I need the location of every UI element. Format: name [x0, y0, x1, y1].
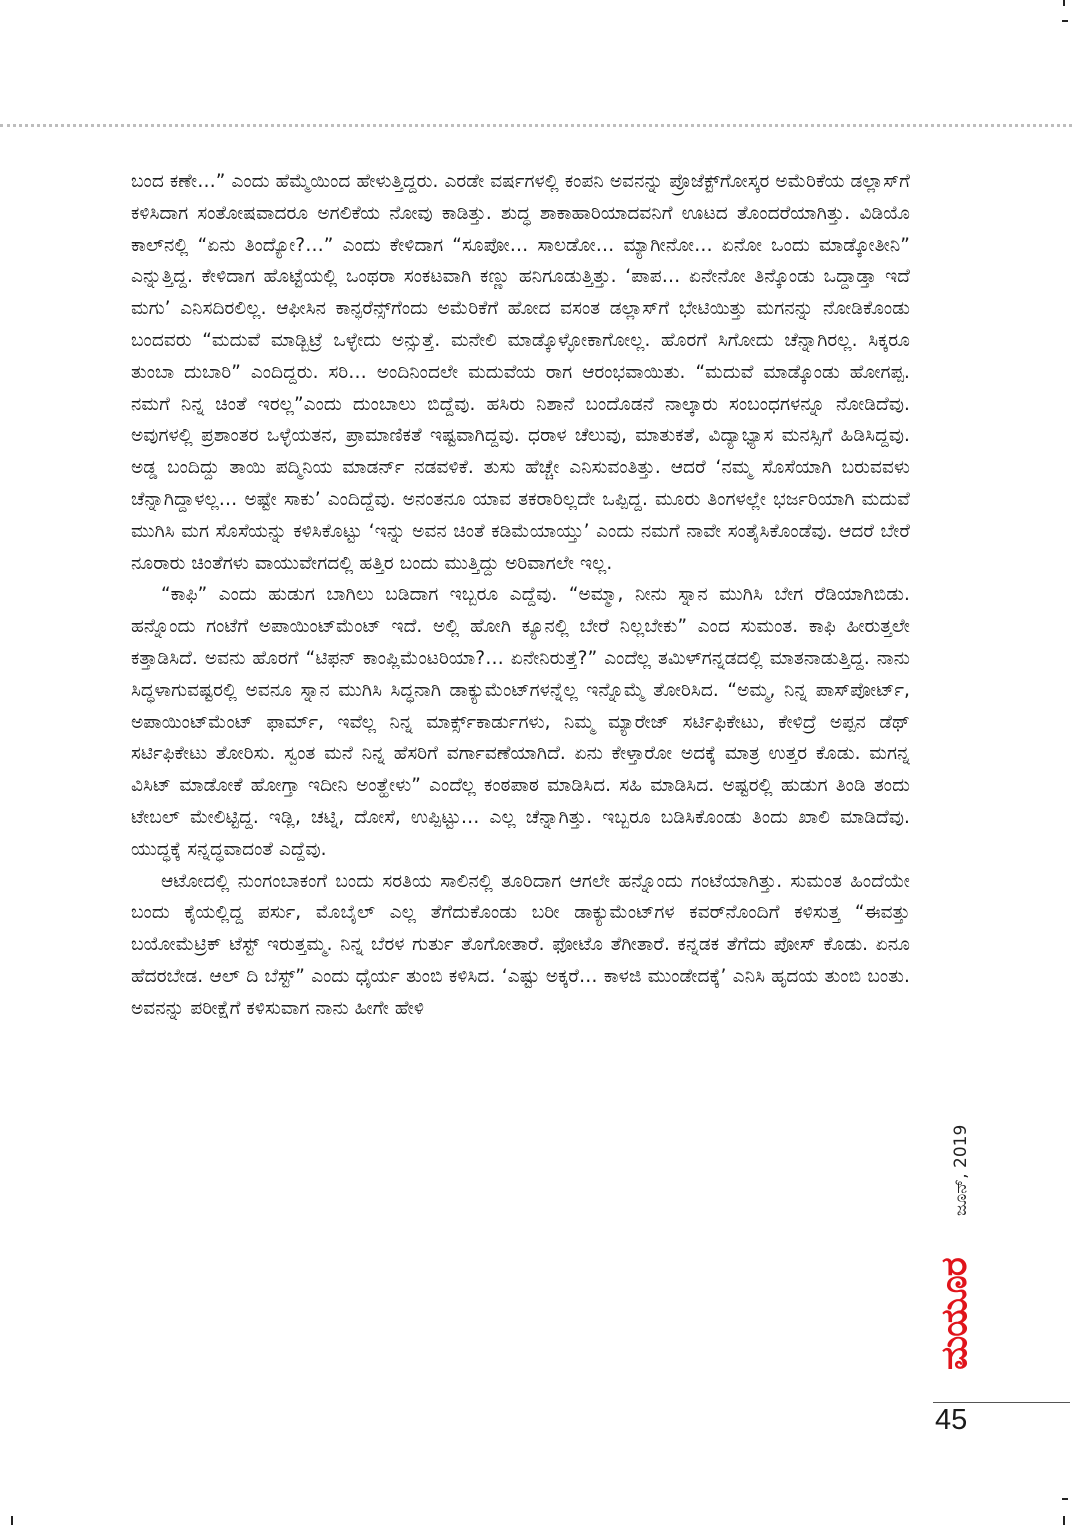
- article-paragraph-1: ಬಂದ ಕಣೇ…” ಎಂದು ಹೆಮ್ಮೆಯಿಂದ ಹೇಳುತ್ತಿದ್ದರು. ಎರಡೇ ವರ್ಷಗಳಲ್ಲಿ ಕಂಪನಿ ಅವನನ್ನು ಪ್ರೊಜೆಕ್ಟ್‌ಗೋಸ್ಕರ ಅಮೆರಿಕೆಯ ಡಲ್ಲಾಸ್‌ಗೆ ಕಳಿಸಿದಾಗ ಸಂತೋಷವಾದರೂ ಅಗಲಿಕೆಯ ನೋವು ಕಾಡಿತ್ತು. ಶುದ್ಧ ಶಾಕಾಹಾರಿಯಾದವನಿಗೆ ಊಟದ ತೊಂದರೆಯಾಗಿತ್ತು. ವಿಡಿಯೊ ಕಾಲ್‌ನಲ್ಲಿ “ಏನು ತಿಂದ್ಯೋ?…” ಎಂದು ಕೇಳಿದಾಗ “ಸೂಪೋ… ಸಾಲಡೋ… ಮ್ಯಾಗೀನೋ… ಏನೋ ಒಂದು ಮಾಡ್ಕೋತೀನಿ” ಎನ್ನುತ್ತಿದ್ದ. ಕೇಳಿದಾಗ ಹೊಟ್ಟೆಯಲ್ಲಿ ಒಂಥರಾ ಸಂಕಟವಾಗಿ ಕಣ್ಣು ಹನಿಗೂಡುತ್ತಿತ್ತು. ‘ಪಾಪ… ಏನೇನೋ ತಿನ್ಕೊಂಡು ಒದ್ದಾಡ್ತಾ ಇದೆ ಮಗು’ ಎನಿಸದಿರಲಿಲ್ಲ. ಆಫೀಸಿನ ಕಾನ್ಫರೆನ್ಸ್‌ಗೆಂದು ಅಮೆರಿಕೆಗೆ ಹೋದ ವಸಂತ ಡಲ್ಲಾಸ್‌ಗೆ ಭೇಟಿಯಿತ್ತು ಮಗನನ್ನು ನೋಡಿಕೊಂಡು ಬಂದವರು “ಮದುವೆ ಮಾಡ್ಬಿಟ್ರೆ ಒಳ್ಳೇದು ಅನ್ಸುತ್ತೆ. ಮನೇಲಿ ಮಾಡ್ಕೊಳ್ಳೋಕಾಗೋಲ್ಲ. ಹೊರಗೆ ಸಿಗೋದು ಚೆನ್ನಾಗಿರಲ್ಲ. ಸಿಕ್ಕರೂ ತುಂಬಾ ದುಬಾರಿ” ಎಂದಿದ್ದರು. ಸರಿ… ಅಂದಿನಿಂದಲೇ ಮದುವೆಯ ರಾಗ ಆರಂಭವಾಯಿತು. “ಮದುವೆ ಮಾಡ್ಕೊಂಡು ಹೋಗಪ್ಪ. ನಮಗೆ ನಿನ್ನ ಚಿಂತೆ ಇರಲ್ಲ”ಎಂದು ದುಂಬಾಲು ಬಿದ್ದೆವು. ಹಸಿರು ನಿಶಾನೆ ಬಂದೊಡನೆ ನಾಲ್ಕಾರು ಸಂಬಂಧಗಳನ್ನೂ ನೋಡಿದೆವು. ಅವುಗಳಲ್ಲಿ ಪ್ರಶಾಂತರ ಒಳ್ಳೆಯತನ, ಪ್ರಾಮಾಣಿಕತೆ ಇಷ್ಟವಾಗಿದ್ದವು. ಧರಾಳ ಚೆಲುವು, ಮಾತುಕತೆ, ವಿದ್ಯಾಭ್ಯಾಸ ಮನಸ್ಸಿಗೆ ಹಿಡಿಸಿದ್ದವು. ಅಡ್ಡ ಬಂದಿದ್ದು ತಾಯಿ ಪದ್ಮಿನಿಯ ಮಾಡರ್ನ್ ನಡವಳಿಕೆ. ತುಸು ಹೆಚ್ಚೇ ಎನಿಸುವಂತಿತ್ತು. ಆದರೆ ‘ನಮ್ಮ ಸೊಸೆಯಾಗಿ ಬರುವವಳು ಚೆನ್ನಾಗಿದ್ದಾಳಲ್ಲ… ಅಷ್ಟೇ ಸಾಕು’ ಎಂದಿದ್ದೆವು. ಅನಂತನೂ ಯಾವ ತಕರಾರಿಲ್ಲದೇ ಒಪ್ಪಿದ್ದ. ಮೂರು ತಿಂಗಳಲ್ಲೇ ಭರ್ಜರಿಯಾಗಿ ಮದುವೆ ಮುಗಿಸಿ ಮಗ ಸೊಸೆಯನ್ನು ಕಳಿಸಿಕೊಟ್ಟು ‘ಇನ್ನು ಅವನ ಚಿಂತೆ ಕಡಿಮೆಯಾಯ್ತು’ ಎಂದು ನಮಗೆ ನಾವೇ ಸಂತೈಸಿಕೊಂಡೆವು. ಆದರೆ ಬೇರೆ ನೂರಾರು ಚಿಂತೆಗಳು ವಾಯುವೇಗದಲ್ಲಿ ಹತ್ತಿರ ಬಂದು ಮುತ್ತಿದ್ದು ಅರಿವಾಗಲೇ ಇಲ್ಲ.: [131, 171, 910, 574]
- article-paragraph-2: “ಕಾಫಿ” ಎಂದು ಹುಡುಗ ಬಾಗಿಲು ಬಡಿದಾಗ ಇಬ್ಬರೂ ಎದ್ದೆವು. “ಅಮ್ಮಾ, ನೀನು ಸ್ನಾನ ಮುಗಿಸಿ ಬೇಗ ರೆಡಿಯಾಗಿಬಿಡು. ಹನ್ನೊಂದು ಗಂಟೆಗೆ ಅಪಾಯಿಂಟ್‌ಮೆಂಟ್ ಇದೆ. ಅಲ್ಲಿ ಹೋಗಿ ಕ್ಯೂನಲ್ಲಿ ಬೇರೆ ನಿಲ್ಲಬೇಕು” ಎಂದ ಸುಮಂತ. ಕಾಫಿ ಹೀರುತ್ತಲೇ ಕತ್ತಾಡಿಸಿದೆ. ಅವನು ಹೊರಗೆ “ಟಿಫನ್ ಕಾಂಪ್ಲಿಮೆಂಟರಿಯಾ?… ಏನೇನಿರುತ್ತೆ?” ಎಂದೆಲ್ಲ ತಮಿಳ್‌ಗನ್ನಡದಲ್ಲಿ ಮಾತನಾಡುತ್ತಿದ್ದ. ನಾನು ಸಿದ್ಧಳಾಗುವಷ್ಟರಲ್ಲಿ ಅವನೂ ಸ್ನಾನ ಮುಗಿಸಿ ಸಿದ್ಧನಾಗಿ ಡಾಕ್ಯುಮೆಂಟ್‌ಗಳನ್ನೆಲ್ಲ ಇನ್ನೊಮ್ಮೆ ತೋರಿಸಿದ. “ಅಮ್ಮ, ನಿನ್ನ ಪಾಸ್‌ಪೋರ್ಟ್, ಅಪಾಯಿಂಟ್‌ಮೆಂಟ್ ಫಾರ್ಮ್, ಇವೆಲ್ಲ ನಿನ್ನ ಮಾರ್ಕ್ಸ್‌ಕಾರ್ಡುಗಳು, ನಿಮ್ಮ ಮ್ಯಾರೇಜ್ ಸರ್ಟಿಫಿಕೇಟು, ಕೇಳಿದ್ರೆ ಅಪ್ಪನ ಡೆಥ್ ಸರ್ಟಿಫಿಕೇಟು ತೋರಿಸು. ಸ್ವಂತ ಮನೆ ನಿನ್ನ ಹೆಸರಿಗೆ ವರ್ಗಾವಣೆಯಾಗಿದೆ. ಏನು ಕೇಳ್ತಾರೋ ಅದಕ್ಕೆ ಮಾತ್ರ ಉತ್ತರ ಕೊಡು. ಮಗನ್ನ ವಿಸಿಟ್ ಮಾಡೋಕೆ ಹೋಗ್ತಾ ಇದೀನಿ ಅಂತ್ಹೇಳು” ಎಂದೆಲ್ಲ ಕಂಠಪಾಠ ಮಾಡಿಸಿದ. ಸಹಿ ಮಾಡಿಸಿದ. ಅಷ್ಟರಲ್ಲಿ ಹುಡುಗ ತಿಂಡಿ ತಂದು ಟೇಬಲ್ ಮೇಲಿಟ್ಟಿದ್ದ. ಇಡ್ಲಿ, ಚಟ್ನಿ, ದೋಸೆ, ಉಪ್ಪಿಟ್ಟು… ಎಲ್ಲ ಚೆನ್ನಾಗಿತ್ತು. ಇಬ್ಬರೂ ಬಡಿಸಿಕೊಂಡು ತಿಂದು ಖಾಲಿ ಮಾಡಿದೆವು. ಯುದ್ಧಕ್ಕೆ ಸನ್ನದ್ಧವಾದಂತೆ ಎದ್ದೆವು.: [131, 584, 910, 860]
- article-paragraph-3: ಆಟೋದಲ್ಲಿ ನುಂಗಂಬಾಕಂಗೆ ಬಂದು ಸರತಿಯ ಸಾಲಿನಲ್ಲಿ ತೂರಿದಾಗ ಆಗಲೇ ಹನ್ನೊಂದು ಗಂಟೆಯಾಗಿತ್ತು. ಸುಮಂತ ಹಿಂದೆಯೇ ಬಂದು ಕೈಯಲ್ಲಿದ್ದ ಪರ್ಸು, ಮೊಬೈಲ್ ಎಲ್ಲ ತೆಗೆದುಕೊಂಡು ಬರೀ ಡಾಕ್ಯುಮೆಂಟ್‌ಗಳ ಕವರ್‌ನೊಂದಿಗೆ ಕಳಿಸುತ್ತ “ಈವತ್ತು ಬಯೋಮೆಟ್ರಿಕ್ ಟೆಸ್ಟ್ ಇರುತ್ತಮ್ಮ. ನಿನ್ನ ಬೆರಳ ಗುರ್ತು ತೊಗೋತಾರೆ. ಫೋಟೊ ತೆಗೀತಾರೆ. ಕನ್ನಡಕ ತೆಗೆದು ಪೋಸ್ ಕೊಡು. ಏನೂ ಹೆದರಬೇಡ. ಆಲ್ ದಿ ಬೆಸ್ಟ್” ಎಂದು ಧೈರ್ಯ ತುಂಬಿ ಕಳಿಸಿದ. ‘ಎಷ್ಟು ಅಕ್ಕರೆ… ಕಾಳಜಿ ಮುಂಡೇದಕ್ಕೆ’ ಎನಿಸಿ ಹೃದಯ ತುಂಬಿ ಬಂತು. ಅವನನ್ನು ಪರೀಕ್ಷೆಗೆ ಕಳಿಸುವಾಗ ನಾನು ಹೀಗೇ ಹೇಳಿ: [131, 870, 910, 1019]
- magazine-logo: ಮಯೂರ: [934, 1258, 975, 1370]
- header-dotted-rule: [0, 124, 1072, 127]
- crop-mark-top-right-tick: [1062, 20, 1068, 22]
- crop-mark-bottom-left: [11, 1516, 13, 1525]
- crop-mark-bottom-right-tick: [1062, 1498, 1068, 1500]
- issue-date: ಜೂನ್, 2019: [951, 1124, 971, 1216]
- crop-mark-top-right: [1063, 0, 1065, 6]
- page-number: 45: [935, 1404, 968, 1436]
- crop-mark-bottom-right: [1063, 1516, 1065, 1525]
- article-body: [131, 166, 910, 1025]
